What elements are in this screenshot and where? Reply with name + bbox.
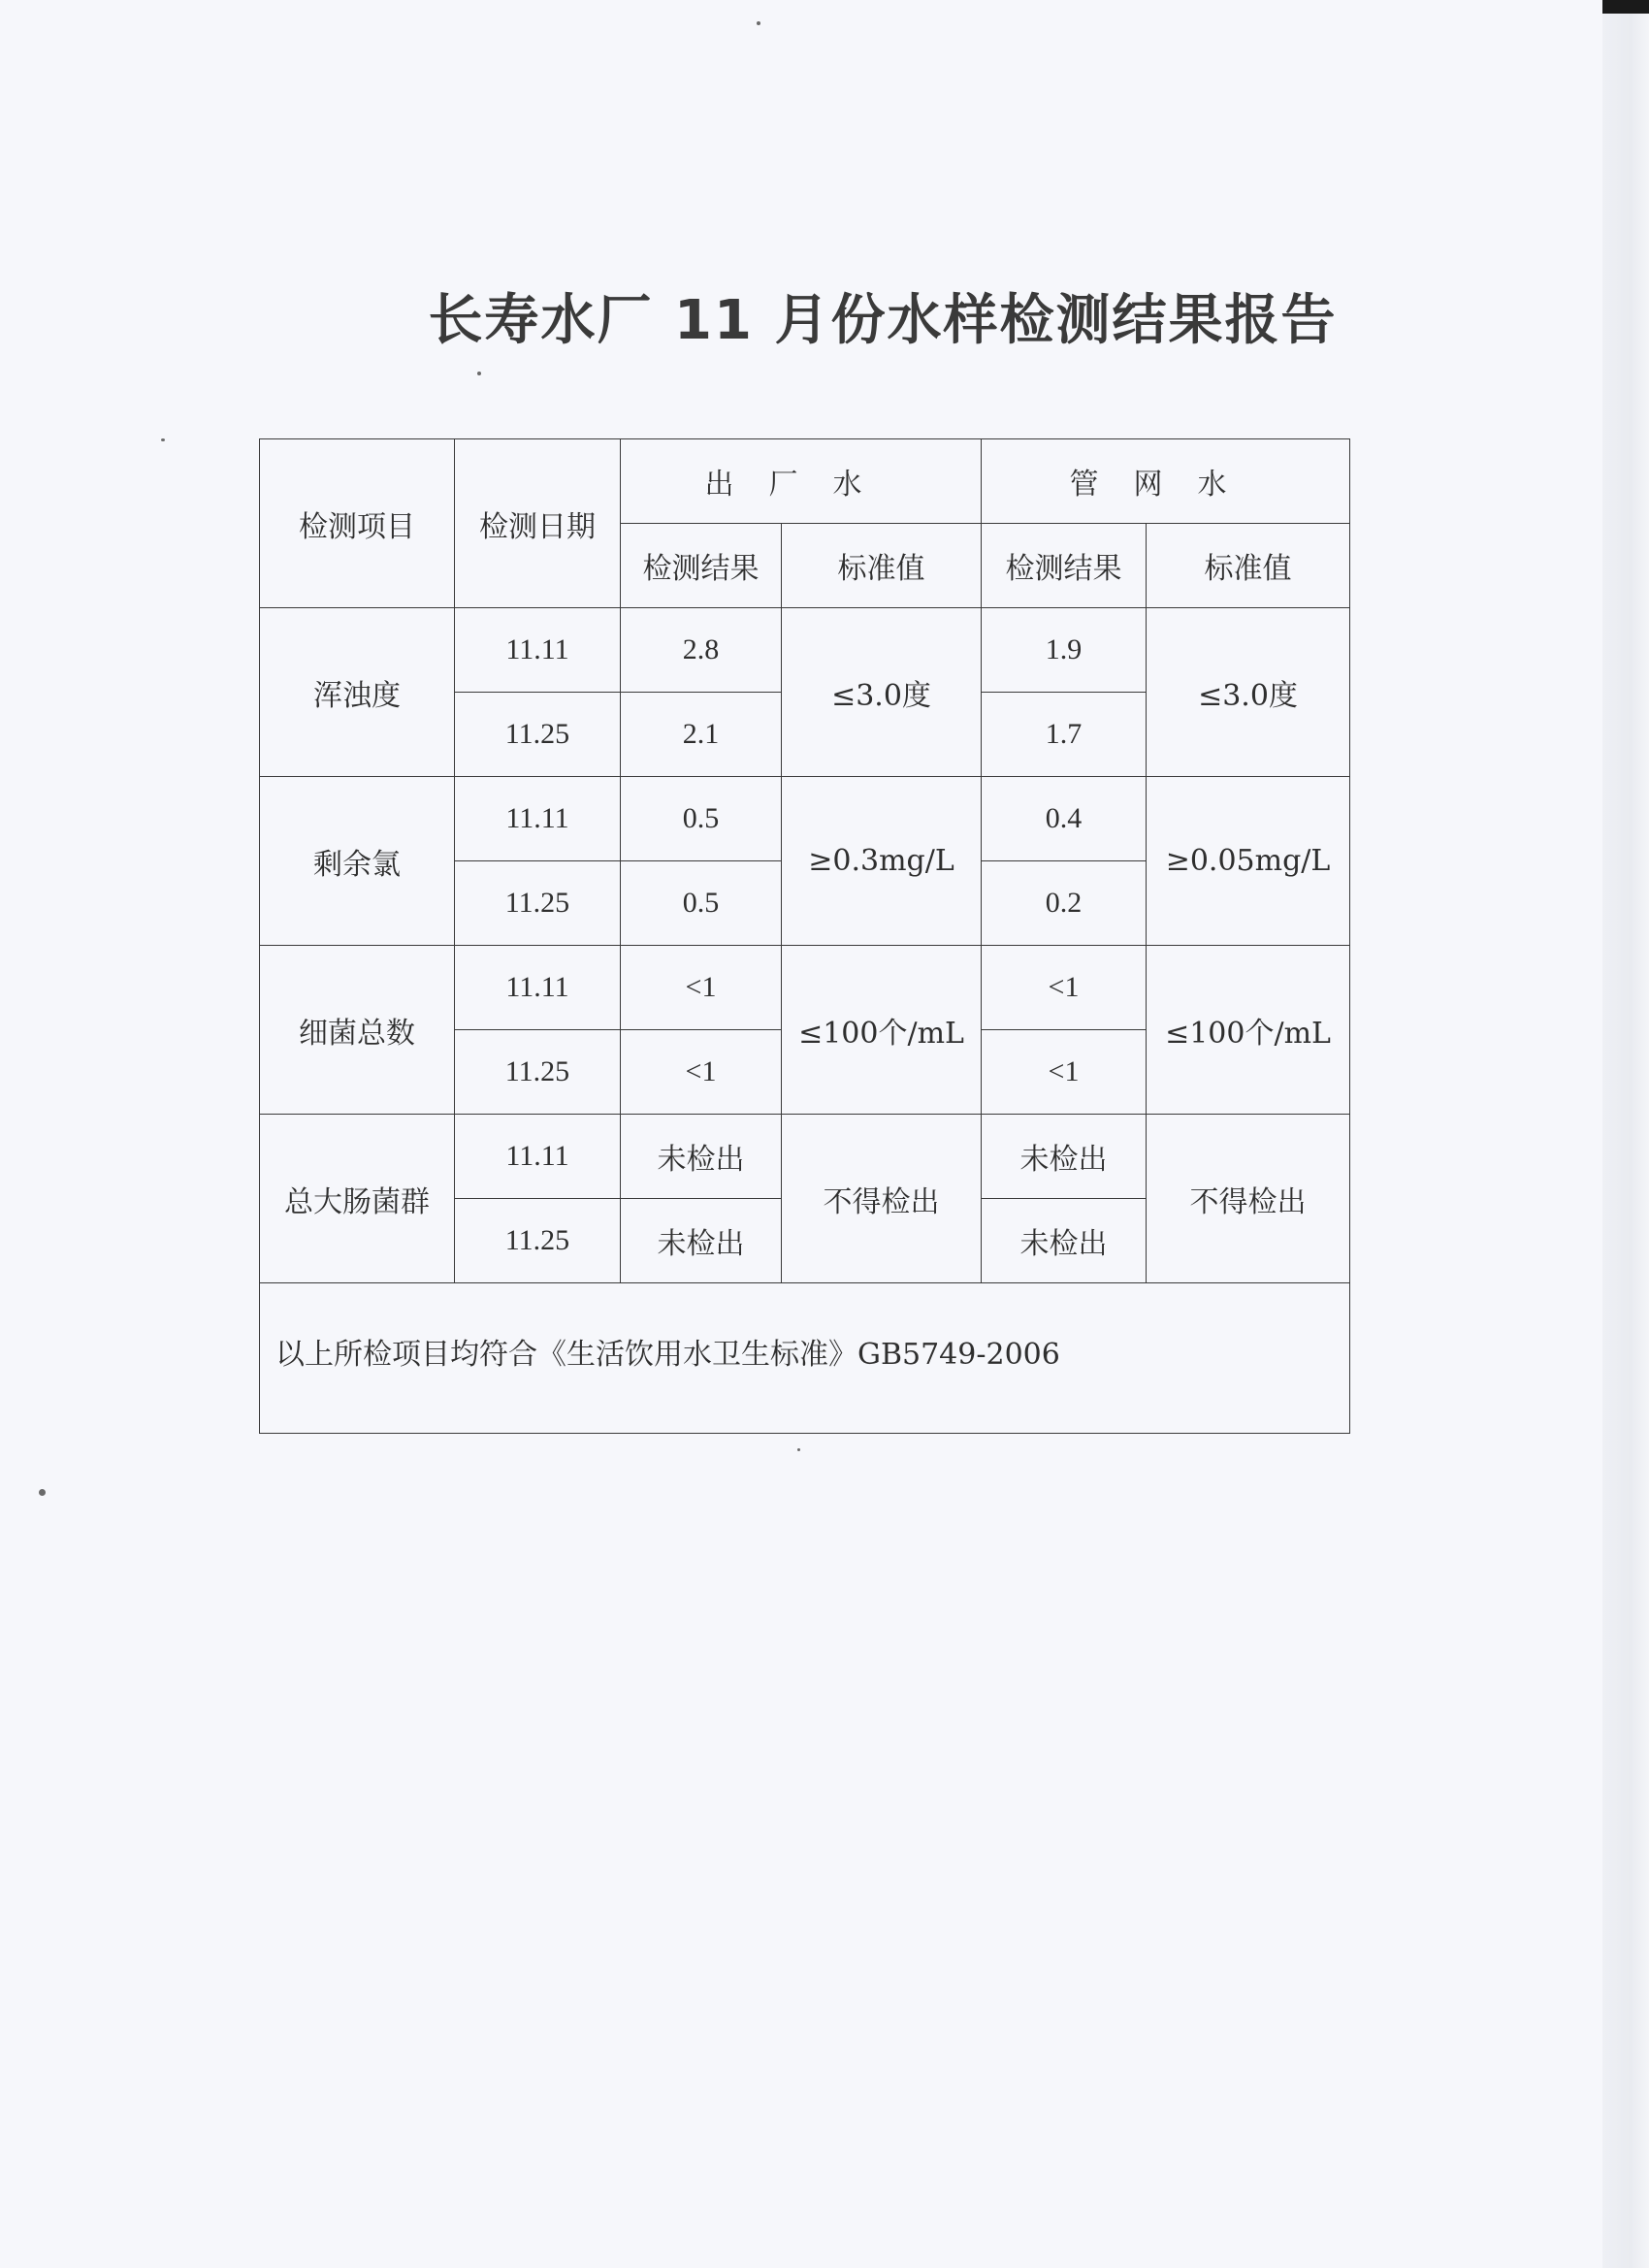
header-date: 检测日期 (455, 439, 621, 608)
scan-speck (39, 1489, 46, 1496)
outlet-result-cell: 2.8 (621, 608, 782, 693)
outlet-standard-cell: ≤3.0度 (782, 608, 982, 777)
compliance-note: 以上所检项目均符合《生活饮用水卫生标准》GB5749-2006 (260, 1283, 1350, 1434)
table-row (260, 777, 1350, 861)
date-cell: 11.11 (455, 608, 621, 693)
scan-speck (797, 1448, 800, 1451)
date-cell: 11.11 (455, 946, 621, 1030)
network-result-cell: <1 (982, 1030, 1147, 1115)
date-cell: 11.25 (455, 693, 621, 777)
scan-speck (477, 372, 481, 375)
header-outlet-result: 检测结果 (621, 524, 782, 608)
date-cell: 11.11 (455, 1115, 621, 1199)
table-row (260, 1115, 1350, 1199)
outlet-standard-cell: ≥0.3mg/L (782, 777, 982, 946)
network-result-cell: 1.9 (982, 608, 1147, 693)
outlet-result-cell: 2.1 (621, 693, 782, 777)
item-turbidity: 浑浊度 (260, 608, 455, 777)
network-result-cell: 0.2 (982, 861, 1147, 946)
header-network-standard: 标准值 (1147, 524, 1350, 608)
header-outlet-water: 出厂水 (621, 439, 982, 524)
date-cell: 11.25 (455, 1199, 621, 1283)
outlet-result-cell: 未检出 (621, 1199, 782, 1283)
table-row (260, 946, 1350, 1030)
header-network-result: 检测结果 (982, 524, 1147, 608)
results-table (259, 438, 1350, 1434)
network-result-cell: 0.4 (982, 777, 1147, 861)
outlet-result-cell: 未检出 (621, 1115, 782, 1199)
header-outlet-standard: 标准值 (782, 524, 982, 608)
network-result-cell: 1.7 (982, 693, 1147, 777)
network-standard-cell: ≤100个/mL (1147, 946, 1350, 1115)
report-title: 长寿水厂 11 月份水样检测结果报告 (428, 289, 1338, 352)
outlet-result-cell: 0.5 (621, 861, 782, 946)
date-cell: 11.25 (455, 1030, 621, 1115)
scan-speck (757, 21, 760, 25)
note-row (260, 1283, 1350, 1434)
network-standard-cell: ≥0.05mg/L (1147, 777, 1350, 946)
page-edge-corner (1602, 0, 1649, 14)
outlet-standard-cell: ≤100个/mL (782, 946, 982, 1115)
date-cell: 11.11 (455, 777, 621, 861)
header-item: 检测项目 (260, 439, 455, 608)
outlet-result-cell: 0.5 (621, 777, 782, 861)
header-network-water: 管网水 (982, 439, 1350, 524)
item-total-coliforms: 总大肠菌群 (260, 1115, 455, 1283)
table-row (260, 608, 1350, 693)
scan-speck (161, 438, 165, 441)
network-result-cell: 未检出 (982, 1115, 1147, 1199)
item-total-bacteria: 细菌总数 (260, 946, 455, 1115)
network-standard-cell: 不得检出 (1147, 1115, 1350, 1283)
outlet-result-cell: <1 (621, 1030, 782, 1115)
outlet-standard-cell: 不得检出 (782, 1115, 982, 1283)
date-cell: 11.25 (455, 861, 621, 946)
network-result-cell: 未检出 (982, 1199, 1147, 1283)
network-standard-cell: ≤3.0度 (1147, 608, 1350, 777)
item-residual-chlorine: 剩余氯 (260, 777, 455, 946)
outlet-result-cell: <1 (621, 946, 782, 1030)
network-result-cell: <1 (982, 946, 1147, 1030)
header-row (260, 439, 1350, 524)
